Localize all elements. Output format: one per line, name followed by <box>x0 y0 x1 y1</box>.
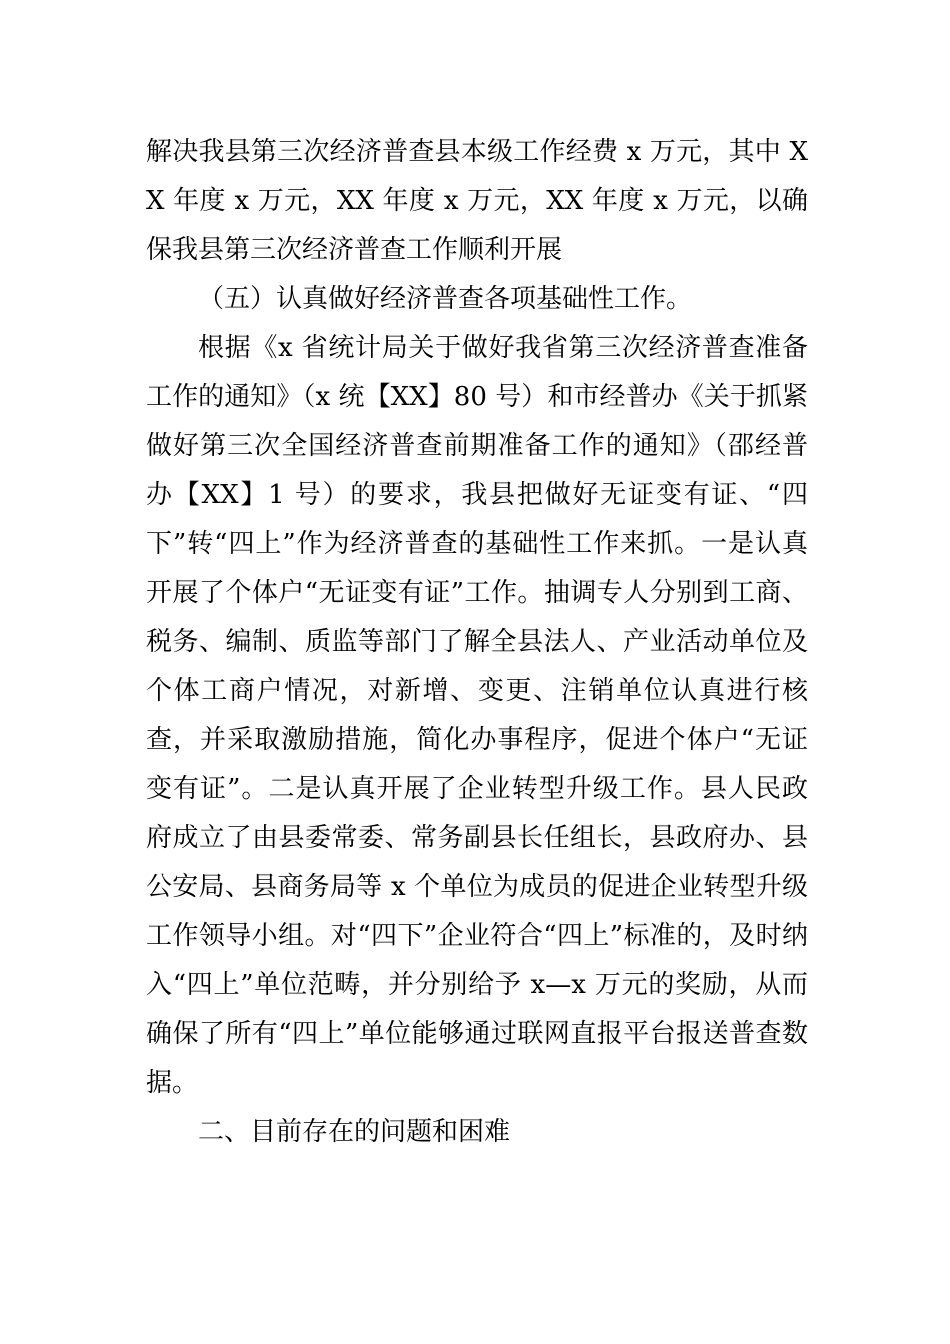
paragraph-funding: 解决我县第三次经济普查县本级工作经费 x 万元，其中 XX 年度 x 万元，XX 年度 x 万元，XX 年度 x 万元，以确保我县第三次经济普查工作顺利开展 <box>146 137 808 265</box>
document-body <box>146 128 808 1157</box>
section-heading-problems: 二、目前存在的问题和困难 <box>198 1117 511 1147</box>
paragraph-basic-work: 根据《x 省统计局关于做好我省第三次经济普查准备工作的通知》（x 统【XX】80 号）和市经普办《关于抓紧做好第三次全国经济普查前期准备工作的通知》（邵经普办【XX】1 号）的要求，我县把做好无证变有证、“四下”转“四上”作为经济普查的基础性工作来抓。一是认真开展了个体户“无证变有证”工作。抽调专人分别到工商、税务、编制、质监等部门了解全县法人、产业活动单位及个体工商户情况，对新增、变更、注销单位认真进行核查，并采取激励措施，简化办事程序，促进个体户“无证变有证”。二是认真开展了企业转型升级工作。县人民政府成立了由县委常委、常务副县长任组长，县政府办、县公安局、县商务局等 x 个单位为成员的促进企业转型升级工作领导小组。对“四下”企业符合“四上”标准的，及时纳入“四上”单位范畴，并分别给予 x—x 万元的奖励，从而确保了所有“四上”单位能够通过联网直报平台报送普查数据。 <box>146 333 808 1098</box>
section-heading-five: （五）认真做好经济普查各项基础性工作。 <box>198 284 693 314</box>
